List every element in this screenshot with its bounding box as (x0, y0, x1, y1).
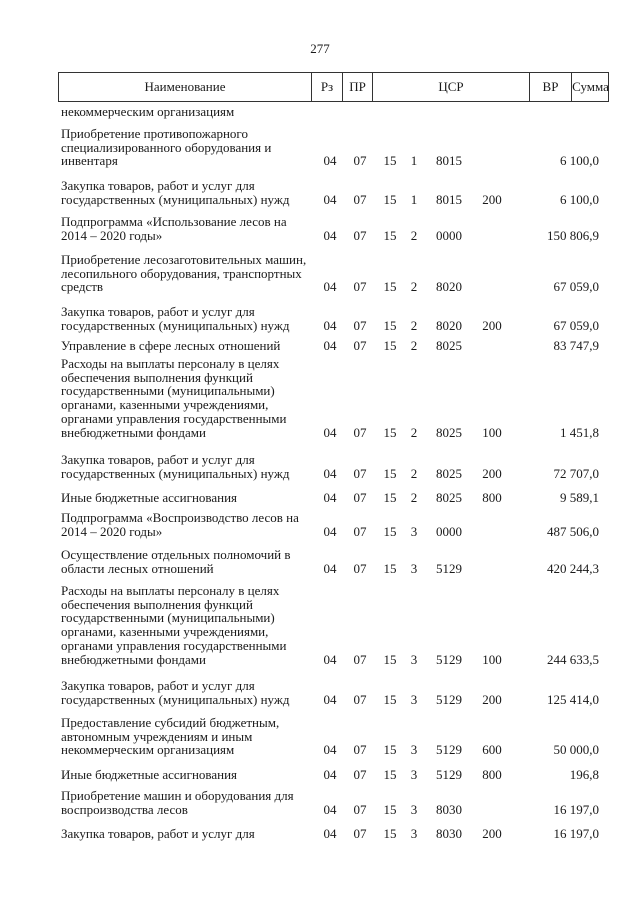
row-name-line: внебюджетными фондами (61, 424, 206, 440)
row-name-line: государственных (муниципальных) нужд (61, 317, 290, 333)
cell-c2 (406, 105, 422, 118)
row-name-line: Закупка товаров, работ и услуг для (61, 452, 255, 467)
page-number: 277 (310, 41, 330, 56)
cell-vr: 200 (482, 691, 502, 707)
cell-sum: 1 451,8 (560, 424, 599, 440)
cell-c3: 5129 (436, 742, 462, 758)
header-csr: ЦСР (373, 73, 530, 101)
cell-c1: 15 (383, 279, 397, 295)
row-name-line: органами, казенными учреждениями, (61, 397, 269, 413)
row-name-line: государственных (муниципальных) нужд (61, 191, 290, 207)
cell-c1: 15 (383, 560, 397, 576)
cell-vr (480, 229, 504, 242)
cell-pr: 07 (353, 279, 367, 295)
cell-c2: 3 (410, 767, 418, 782)
row-name-line: некоммерческим организациям (61, 104, 235, 119)
cell-c3: 0000 (436, 523, 462, 539)
header-vr: ВР (530, 73, 572, 101)
cell-rz: 04 (323, 523, 337, 539)
cell-c2: 3 (410, 742, 418, 758)
cell-rz: 04 (323, 153, 337, 169)
cell-pr: 07 (353, 523, 367, 539)
cell-sum: 125 414,0 (547, 691, 599, 707)
row-name-line: Осуществление отдельных полномочий в (61, 547, 291, 562)
cell-c3: 8025 (436, 465, 462, 481)
cell-c1: 15 (383, 767, 397, 782)
header-name: Наименование (59, 73, 312, 101)
header-pr: ПР (343, 73, 373, 101)
cell-c1: 15 (383, 424, 397, 440)
row-name-line: Предоставление субсидий бюджетным, (61, 715, 280, 730)
cell-sum: 67 059,0 (553, 317, 599, 333)
row-name-line: внебюджетными фондами (61, 651, 206, 667)
row-name-line: средств (61, 279, 104, 295)
row-name-line: Иные бюджетные ассигнования (61, 767, 238, 782)
cell-sum: 6 100,0 (560, 191, 599, 207)
cell-pr: 07 (353, 826, 367, 841)
cell-c3: 8030 (436, 826, 462, 841)
cell-vr: 200 (482, 191, 502, 207)
cell-pr: 07 (353, 801, 367, 817)
row-name-line: обеспечения выполнения функций (61, 596, 253, 612)
cell-c1: 15 (383, 465, 397, 481)
row-name-line: Приобретение противопожарного (61, 126, 248, 141)
cell-rz: 04 (323, 651, 337, 667)
row-name-line: некоммерческим организациям (61, 742, 235, 758)
cell-rz: 04 (323, 560, 337, 576)
cell-vr (480, 105, 504, 118)
cell-vr: 600 (482, 742, 502, 758)
cell-c2: 3 (410, 651, 418, 667)
cell-sum: 9 589,1 (560, 490, 599, 505)
cell-c3: 5129 (436, 651, 462, 667)
cell-c1: 15 (383, 191, 397, 207)
row-name-line: Подпрограмма «Использование лесов на (61, 214, 287, 229)
cell-pr (349, 105, 371, 118)
row-name-line: автономным учреждениям и иным (61, 728, 253, 744)
cell-c2: 2 (410, 490, 418, 505)
cell-pr: 07 (353, 227, 367, 243)
cell-vr: 100 (482, 424, 502, 440)
cell-sum: 150 806,9 (547, 227, 599, 243)
cell-pr: 07 (353, 742, 367, 758)
cell-c2: 2 (410, 317, 418, 333)
cell-c1: 15 (383, 826, 397, 841)
cell-rz: 04 (323, 191, 337, 207)
cell-rz: 04 (323, 279, 337, 295)
cell-c3: 8015 (436, 153, 462, 169)
row-name-line: Закупка товаров, работ и услуг для (61, 304, 255, 319)
row-name-line: воспроизводства лесов (61, 801, 188, 817)
cell-c1: 15 (383, 490, 397, 505)
cell-c1: 15 (383, 742, 397, 758)
cell-pr: 07 (353, 465, 367, 481)
row-name-line: Приобретение машин и оборудования для (61, 788, 294, 803)
cell-rz: 04 (323, 227, 337, 243)
row-name-line: Закупка товаров, работ и услуг для (61, 178, 255, 193)
cell-rz: 04 (323, 317, 337, 333)
cell-vr: 200 (482, 317, 502, 333)
cell-vr (480, 525, 504, 538)
cell-sum: 196,8 (569, 767, 599, 782)
table-header (58, 72, 609, 102)
cell-c3: 8030 (436, 801, 462, 817)
row-name-line: государственными (муниципальными) (61, 610, 275, 626)
row-name-line: государственных (муниципальных) нужд (61, 691, 290, 707)
cell-rz: 04 (323, 742, 337, 758)
cell-pr: 07 (353, 338, 367, 353)
cell-vr (480, 803, 504, 816)
cell-sum: 6 100,0 (560, 153, 599, 169)
cell-c1: 15 (383, 153, 397, 169)
row-name-line: государственных (муниципальных) нужд (61, 465, 290, 481)
cell-vr (480, 154, 504, 167)
row-name-line: 2014 – 2020 годы» (61, 523, 163, 539)
cell-c2: 3 (410, 691, 418, 707)
cell-rz: 04 (323, 767, 337, 782)
cell-sum: 72 707,0 (553, 465, 599, 481)
cell-c1: 15 (383, 651, 397, 667)
cell-c2: 2 (410, 279, 418, 295)
cell-sum: 420 244,3 (547, 560, 599, 576)
cell-sum: 16 197,0 (553, 826, 599, 841)
row-name-line: специализированного оборудования и (61, 139, 272, 155)
row-name-line: области лесных отношений (61, 560, 214, 576)
cell-c2: 2 (410, 465, 418, 481)
cell-c1: 15 (383, 801, 397, 817)
cell-pr: 07 (353, 560, 367, 576)
cell-c3: 5129 (436, 560, 462, 576)
cell-rz: 04 (323, 465, 337, 481)
row-name-line: Закупка товаров, работ и услуг для (61, 826, 255, 841)
cell-c2: 3 (410, 560, 418, 576)
cell-c1: 15 (383, 691, 397, 707)
cell-c3: 8025 (436, 424, 462, 440)
cell-sum (515, 105, 599, 118)
cell-vr: 800 (482, 490, 502, 505)
cell-c3: 8020 (436, 317, 462, 333)
cell-pr: 07 (353, 651, 367, 667)
cell-sum: 487 506,0 (547, 523, 599, 539)
cell-c2: 3 (410, 523, 418, 539)
cell-c2: 1 (410, 153, 418, 169)
cell-c2: 2 (410, 338, 418, 353)
row-name-line: Управление в сфере лесных отношений (61, 338, 281, 353)
cell-rz: 04 (323, 338, 337, 353)
row-name-line: органами, казенными учреждениями, (61, 624, 269, 640)
cell-c3: 5129 (436, 767, 462, 782)
cell-sum: 83 747,9 (553, 338, 599, 353)
cell-pr: 07 (353, 191, 367, 207)
cell-vr (480, 280, 504, 293)
cell-vr (480, 339, 504, 352)
row-name-line: Расходы на выплаты персоналу в целях (61, 356, 280, 371)
row-name-line: органами управления государственными (61, 637, 287, 653)
cell-c1: 15 (383, 523, 397, 539)
row-name-line: 2014 – 2020 годы» (61, 227, 163, 243)
cell-c3: 8015 (436, 191, 462, 207)
header-sum: Сумма (572, 79, 609, 94)
cell-c1: 15 (383, 317, 397, 333)
cell-pr: 07 (353, 490, 367, 505)
cell-pr: 07 (353, 767, 367, 782)
cell-rz (319, 105, 341, 118)
row-name-line: Подпрограмма «Воспроизводство лесов на (61, 510, 299, 525)
cell-c1: 15 (383, 338, 397, 353)
cell-vr: 200 (482, 826, 502, 841)
cell-sum: 244 633,5 (547, 651, 599, 667)
cell-vr: 800 (482, 767, 502, 782)
cell-pr: 07 (353, 317, 367, 333)
row-name-line: Иные бюджетные ассигнования (61, 490, 238, 505)
cell-pr: 07 (353, 691, 367, 707)
cell-c3 (432, 105, 466, 118)
cell-c2: 2 (410, 424, 418, 440)
cell-c3: 8020 (436, 279, 462, 295)
cell-sum: 50 000,0 (553, 742, 599, 758)
cell-vr: 100 (482, 651, 502, 667)
cell-c3: 8025 (436, 490, 462, 505)
cell-c1: 15 (383, 227, 397, 243)
cell-sum: 16 197,0 (553, 801, 599, 817)
cell-c2: 1 (410, 191, 418, 207)
cell-c1 (381, 105, 399, 118)
cell-c3: 0000 (436, 227, 462, 243)
row-name-line: государственными (муниципальными) (61, 383, 275, 399)
cell-pr: 07 (353, 153, 367, 169)
cell-rz: 04 (323, 801, 337, 817)
cell-vr: 200 (482, 465, 502, 481)
cell-c2: 2 (410, 227, 418, 243)
header-rz: Рз (312, 73, 343, 101)
row-name-line: органами управления государственными (61, 410, 287, 426)
row-name-line: инвентаря (61, 153, 118, 169)
cell-c3: 8025 (436, 338, 462, 353)
cell-c2: 3 (410, 801, 418, 817)
row-name-line: Приобретение лесозаготовительных машин, (61, 252, 307, 267)
row-name-line: Расходы на выплаты персоналу в целях (61, 583, 280, 598)
cell-rz: 04 (323, 424, 337, 440)
row-name-line: Закупка товаров, работ и услуг для (61, 678, 255, 693)
row-name-line: лесопильного оборудования, транспортных (61, 265, 302, 281)
cell-rz: 04 (323, 691, 337, 707)
cell-vr (480, 562, 504, 575)
cell-sum: 67 059,0 (553, 279, 599, 295)
cell-rz: 04 (323, 826, 337, 841)
row-name-line: обеспечения выполнения функций (61, 369, 253, 385)
cell-rz: 04 (323, 490, 337, 505)
cell-c2: 3 (410, 826, 418, 841)
cell-pr: 07 (353, 424, 367, 440)
cell-c3: 5129 (436, 691, 462, 707)
